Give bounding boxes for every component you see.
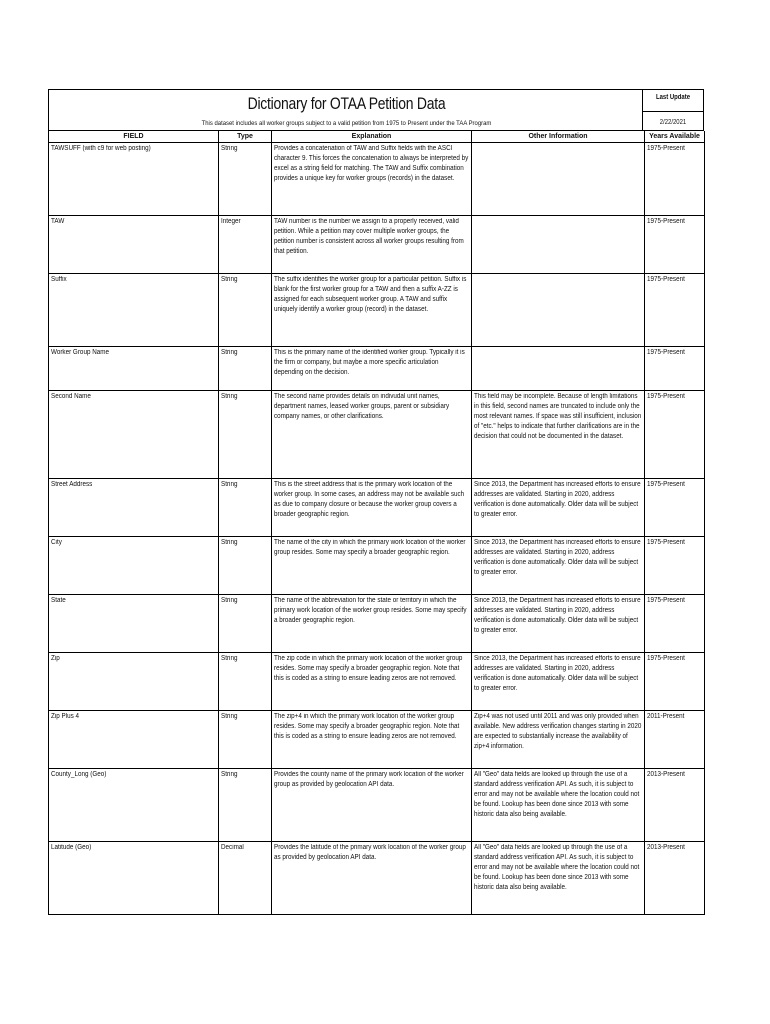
years-available-cell-text: 1975-Present	[647, 393, 685, 400]
type-cell	[219, 391, 272, 479]
years-available-cell-text: 1975-Present	[647, 145, 685, 152]
years-available-cell	[645, 595, 705, 653]
table-row	[49, 143, 705, 216]
years-available-cell-text: 1975-Present	[647, 218, 685, 225]
years-available-cell-text: 1975-Present	[647, 276, 685, 283]
field-cell	[49, 769, 219, 842]
field-cell-text: Suffix	[51, 276, 67, 283]
explanation-cell	[272, 653, 472, 711]
type-cell-text: String	[221, 393, 238, 400]
field-cell	[49, 653, 219, 711]
column-header-explanation: Explanation	[272, 131, 472, 143]
explanation-cell	[272, 274, 472, 347]
column-header-years-available: Years Available	[645, 131, 705, 143]
other-information-cell	[472, 274, 645, 347]
other-information-cell	[472, 143, 645, 216]
type-cell	[219, 479, 272, 537]
type-cell	[219, 769, 272, 842]
type-cell-text: String	[221, 713, 238, 720]
type-cell-text: Decimal	[221, 844, 244, 851]
explanation-cell-text: The name of the city in which the primary work location of the worker group resides. Some may specify a broader geographic region.	[274, 539, 466, 556]
other-information-cell-text: All "Geo" data fields are looked up through the use of a standard address verification API. As such, it is subject to error and may not be available where the location could not be found. Lookup has been done since 2013 with some historic data also being available.	[474, 771, 640, 818]
field-cell-text: Street Address	[51, 481, 93, 488]
years-available-cell-text: 1975-Present	[647, 349, 685, 356]
table-row	[49, 769, 705, 842]
table-row	[49, 216, 705, 274]
page-subtitle: This dataset includes all worker groups subject to a valid petition from 1975 to Present under the TAA Program	[201, 120, 492, 127]
field-cell-text: City	[51, 539, 62, 546]
field-cell	[49, 711, 219, 769]
type-cell	[219, 537, 272, 595]
type-cell-text: String	[221, 539, 238, 546]
explanation-cell-text: The suffix identifies the worker group for a particular petition. Suffix is blank for the first worker group for a TAW and then a suffix A-ZZ is assigned for each subsequent worker group. A TAW and suffix uniquely identify a worker group (record) in the dataset.	[274, 276, 467, 313]
years-available-cell	[645, 391, 705, 479]
years-available-cell-text: 1975-Present	[647, 655, 685, 662]
type-cell-text: String	[221, 655, 238, 662]
years-available-cell	[645, 274, 705, 347]
other-information-cell-text: Since 2013, the Department has increased efforts to ensure addresses are validated. Starting in 2020, address verification is done automatically. Older data will be subject to greater error.	[474, 597, 641, 634]
other-information-cell	[472, 595, 645, 653]
other-information-cell-text: Since 2013, the Department has increased efforts to ensure addresses are validated. Starting in 2020, address verification is done automatically. Older data will be subject to greater error.	[474, 655, 641, 692]
field-cell-text: Zip Plus 4	[51, 713, 80, 720]
field-cell-text: TAW	[51, 218, 65, 225]
type-cell	[219, 143, 272, 216]
years-available-cell-text: 2011-Present	[647, 713, 685, 720]
table-row	[49, 711, 705, 769]
field-cell	[49, 216, 219, 274]
field-cell-text: Second Name	[51, 393, 91, 400]
explanation-cell	[272, 391, 472, 479]
field-cell	[49, 391, 219, 479]
years-available-cell-text: 2013-Present	[647, 771, 685, 778]
type-cell-text: String	[221, 276, 238, 283]
table-row	[49, 653, 705, 711]
explanation-cell	[272, 216, 472, 274]
explanation-cell	[272, 711, 472, 769]
type-cell	[219, 595, 272, 653]
table-row	[49, 347, 705, 391]
explanation-cell	[272, 479, 472, 537]
other-information-cell-text: Since 2013, the Department has increased efforts to ensure addresses are validated. Starting in 2020, address verification is done automatically. Older data will be subject to greater error.	[474, 539, 641, 576]
field-cell-text: County_Long (Geo)	[51, 771, 107, 778]
column-header-other-information: Other Information	[472, 131, 645, 143]
last-update-label: Last Update	[655, 94, 691, 101]
other-information-cell	[472, 842, 645, 915]
last-update-box	[643, 89, 704, 131]
years-available-cell	[645, 653, 705, 711]
field-cell	[49, 537, 219, 595]
table-row	[49, 595, 705, 653]
other-information-cell	[472, 537, 645, 595]
other-information-cell	[472, 653, 645, 711]
field-cell-text: Zip	[51, 655, 60, 662]
years-available-cell	[645, 711, 705, 769]
explanation-cell	[272, 143, 472, 216]
other-information-cell-text: Zip+4 was not used until 2011 and was only provided when available. New address verification changes starting in 2020 are expected to substantially increase the availability of zip+4 information.	[474, 713, 642, 750]
years-available-cell	[645, 479, 705, 537]
type-cell	[219, 711, 272, 769]
type-cell-text: String	[221, 597, 238, 604]
explanation-cell-text: This is the street address that is the primary work location of the worker group. In some cases, an address may not be available such as due to company closure or because the worker group covers a broader geographic region.	[274, 481, 465, 518]
field-cell	[49, 274, 219, 347]
years-available-cell	[645, 216, 705, 274]
table-row	[49, 479, 705, 537]
field-cell	[49, 479, 219, 537]
other-information-cell-text: All "Geo" data fields are looked up through the use of a standard address verification API. As such, it is subject to error and may not be available where the location could not be found. Lookup has been done since 2013 with some historic data also being available.	[474, 844, 640, 891]
other-information-cell	[472, 479, 645, 537]
type-cell	[219, 274, 272, 347]
type-cell-text: String	[221, 145, 238, 152]
type-cell	[219, 216, 272, 274]
explanation-cell-text: The zip+4 in which the primary work location of the worker group resides. Some may specify a broader geographic region. Note that this is coded as a string to ensure leading zeros are not removed.	[274, 713, 460, 740]
type-cell-text: String	[221, 771, 238, 778]
explanation-cell	[272, 769, 472, 842]
years-available-cell	[645, 143, 705, 216]
type-cell	[219, 347, 272, 391]
years-available-cell	[645, 842, 705, 915]
data-dictionary-sheet	[48, 89, 704, 915]
explanation-cell-text: The zip code in which the primary work location of the worker group resides. Some may specify a broader geographic region. Note that this is coded as a string to ensure leading zeros are not removed.	[274, 655, 463, 682]
other-information-cell-text: Since 2013, the Department has increased efforts to ensure addresses are validated. Starting in 2020, address verification is done automatically. Older data will be subject to greater error.	[474, 481, 641, 518]
explanation-cell-text: The name of the abbreviation for the state or territory in which the primary work location of the worker group resides. Some may specify a broader geographic region.	[274, 597, 467, 624]
other-information-cell	[472, 216, 645, 274]
years-available-cell-text: 1975-Present	[647, 539, 685, 546]
sheet-header	[48, 89, 704, 131]
type-cell	[219, 842, 272, 915]
other-information-cell	[472, 769, 645, 842]
last-update-date: 2/22/2021	[659, 119, 687, 126]
field-cell-text: State	[51, 597, 66, 604]
column-header-type: Type	[219, 131, 272, 143]
field-cell-text: Worker Group Name	[51, 349, 110, 356]
explanation-cell-text: TAW number is the number we assign to a properly received, valid petition. While a petition may cover multiple worker groups, the petition number is consistent across all worker groups resulting from that petition.	[274, 218, 464, 255]
other-information-cell-text: This field may be incomplete. Because of length limitations in this field, second names are truncated to include only the most relevant names. If space was still insufficient, inclusion of "etc." helps to indicate that further clarifications are in the decision that could not be documented in the dataset.	[474, 393, 642, 440]
field-cell	[49, 842, 219, 915]
explanation-cell	[272, 595, 472, 653]
explanation-cell-text: Provides the county name of the primary work location of the worker group as provided by geolocation API data.	[274, 771, 464, 788]
explanation-cell-text: The second name provides details on indivudal unit names, department names, leased worker groups, parent or subsidiary company names, or other clarifications.	[274, 393, 450, 420]
years-available-cell-text: 2013-Present	[647, 844, 685, 851]
explanation-cell	[272, 537, 472, 595]
table-row	[49, 391, 705, 479]
field-cell	[49, 347, 219, 391]
years-available-cell	[645, 537, 705, 595]
years-available-cell-text: 1975-Present	[647, 481, 685, 488]
explanation-cell	[272, 347, 472, 391]
field-cell-text: Latitude (Geo)	[51, 844, 92, 851]
table-row	[49, 537, 705, 595]
type-cell-text: Integer	[221, 218, 241, 225]
other-information-cell	[472, 391, 645, 479]
years-available-cell	[645, 347, 705, 391]
table-row	[49, 274, 705, 347]
other-information-cell	[472, 711, 645, 769]
explanation-cell-text: Provides the latitude of the primary work location of the worker group as provided by geolocation API data.	[274, 844, 466, 861]
explanation-cell	[272, 842, 472, 915]
dictionary-table	[48, 131, 705, 915]
title-box	[48, 89, 643, 131]
other-information-cell	[472, 347, 645, 391]
years-available-cell	[645, 769, 705, 842]
explanation-cell-text: This is the primary name of the identified worker group. Typically it is the firm or company, but maybe a more specific articulation depending on the decision.	[274, 349, 465, 376]
field-cell-text: TAWSUFF (with c9 for web posting)	[51, 145, 151, 152]
field-cell	[49, 143, 219, 216]
page-title: Dictionary for OTAA Petition Data	[247, 94, 446, 113]
field-cell	[49, 595, 219, 653]
header-row	[49, 131, 705, 143]
explanation-cell-text: Provides a concatenation of TAW and Suffix fields with the ASCI character 9. This forces the concatenation to always be interpreted by excel as a string field for matching. The TAW and Suffix combination provides a unique key for worker groups (records) in the dataset.	[274, 145, 469, 182]
table-row	[49, 842, 705, 915]
type-cell-text: String	[221, 481, 238, 488]
type-cell	[219, 653, 272, 711]
type-cell-text: String	[221, 349, 238, 356]
years-available-cell-text: 1975-Present	[647, 597, 685, 604]
column-header-field: FIELD	[49, 131, 219, 143]
